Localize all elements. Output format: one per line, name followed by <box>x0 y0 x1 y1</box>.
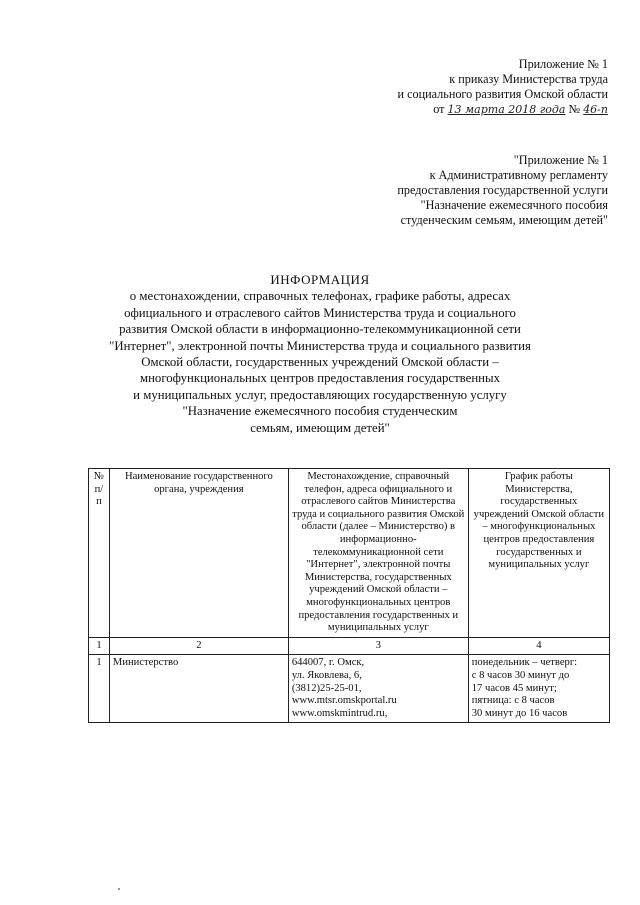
appendix-1-line-1: Приложение № 1 <box>518 57 608 71</box>
title-line: "Назначение ежемесячного пособия студенческим <box>182 404 458 419</box>
handwritten-number: 46-п <box>583 103 608 116</box>
column-number: 4 <box>468 637 609 655</box>
location-line: (3812)25-25-01, <box>291 682 362 694</box>
column-number: 3 <box>288 637 468 655</box>
row-schedule <box>468 655 609 723</box>
appendix-2-header <box>397 153 608 228</box>
from-prefix: от <box>433 102 445 116</box>
appendix-1-date-line <box>398 102 608 117</box>
header-location: Местонахождение, справочный телефон, адреса официального и отраслевого сайтов Министерства труда и социального развития Омской области (далее – Министерство) в информационно-телекоммуникационной сети "Интернет", электронной почты Министерства, государственных учреждений Омской области – многофункциональных центров предоставления государственных и муниципальных услуг <box>288 469 468 638</box>
appendix-2-line-2: к Административному регламенту <box>429 168 608 182</box>
row-name: Министерство <box>109 655 288 723</box>
appendix-2-line-3: предоставления государственной услуги <box>397 183 608 197</box>
title-line: официального и отраслевого сайтов Министерства труда и социального <box>124 305 516 320</box>
title-heading: ИНФОРМАЦИЯ <box>270 272 370 287</box>
header-num: № п/п <box>89 469 110 638</box>
title-line: многофункциональных центров предоставления государственных <box>139 371 501 386</box>
title-line: "Интернет", электронной почты Министерства труда и социального развития <box>109 338 531 353</box>
header-name: Наименование государственного органа, учреждения <box>109 469 288 638</box>
appendix-1-header <box>398 57 608 117</box>
schedule-line: 17 часов 45 минут; <box>471 682 557 694</box>
title-line: о местонахождении, справочных телефонах, графике работы, адресах <box>129 289 511 304</box>
location-line: ул. Яковлева, 6, <box>291 669 362 681</box>
header-schedule: График работы Министерства, государственных учреждений Омской области – многофункциональных центров предоставления государственных и муниципальных услуг <box>468 469 609 638</box>
table-row <box>89 655 610 723</box>
scan-speck <box>118 888 120 890</box>
appendix-1-line-2: к приказу Министерства труда <box>449 72 608 86</box>
column-number-row <box>89 637 610 655</box>
location-line: 644007, г. Омск, <box>291 657 365 669</box>
row-location <box>288 655 468 723</box>
document-title <box>60 272 580 436</box>
schedule-line: 30 минут до 16 часов <box>471 707 568 719</box>
column-number: 2 <box>109 637 288 655</box>
appendix-1-line-3: и социального развития Омской области <box>397 87 608 101</box>
schedule-line: понедельник – четверг: <box>471 657 578 669</box>
appendix-2-line-5: студенческим семьям, имеющим детей" <box>400 213 608 227</box>
title-line: семьям, имеющим детей" <box>250 420 390 435</box>
schedule-line: с 8 часов 30 минут до <box>471 669 570 681</box>
number-sign: № <box>568 102 581 116</box>
row-num: 1 <box>89 655 110 723</box>
title-line: развития Омской области в информационно-телекоммуникационной сети <box>119 322 521 337</box>
title-line: Омской области, государственных учреждений Омской области – <box>141 355 499 370</box>
location-line: www.mtsr.omskportal.ru <box>291 695 397 707</box>
handwritten-date: 13 марта 2018 года <box>447 103 566 116</box>
info-table <box>88 468 610 723</box>
appendix-2-line-1: "Приложение № 1 <box>513 153 608 167</box>
table-header-row <box>89 469 610 638</box>
location-line: www.omskmintrud.ru, <box>291 707 388 719</box>
column-number: 1 <box>89 637 110 655</box>
title-line: и муниципальных услуг, предоставляющих государственную услугу <box>133 387 507 402</box>
schedule-line: пятница: с 8 часов <box>471 695 555 707</box>
appendix-2-line-4: "Назначение ежемесячного пособия <box>420 198 608 212</box>
